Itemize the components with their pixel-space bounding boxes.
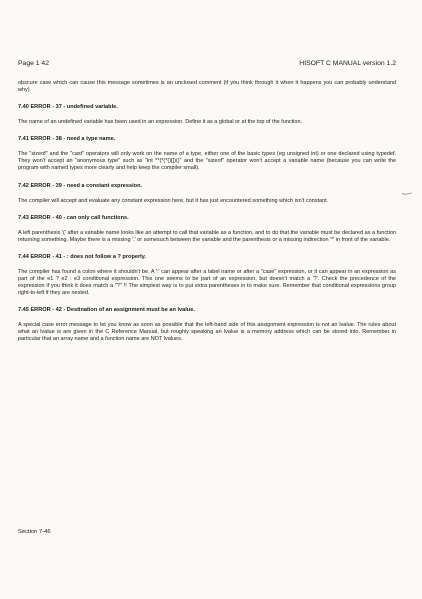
manual-page (18, 0, 396, 599)
manual-title: HISOFT C MANUAL version 1.2 (299, 60, 396, 67)
section-body: The name of an undefined variable has been used in an expression. Define it as a global or at the top of the function. (18, 119, 303, 126)
section-7-40 (18, 104, 396, 126)
page-content (18, 80, 396, 354)
page-number: Page 1 42 (18, 60, 49, 67)
section-body: The compiler has found a colon where it shouldn't be. A ':' can appear after a label name or after a "case" expression, or it can appear in an expression as part of the e1 ? e2 : e3 conditional expression. This one seems to be part of an expression, but doesn't match a '?'. Check the precedence of the expression if you think it does match a "?" !! The simplest way is to put extra parentheses in to make sure. Remember that conditional expressions group right-to-left if they are nested. (18, 268, 396, 297)
page-footer: Section 7-46 (18, 529, 51, 535)
section-heading: 7.44 ERROR - 41 - : does not follow a ? properly. (18, 253, 146, 260)
section-heading: 7.40 ERROR - 37 - undefined variable. (18, 104, 118, 111)
section-7-43 (18, 215, 396, 244)
intro-paragraph: obscure case which can cause this message sometimes is an unclosed comment (if you think through it when it happens you can probably understand why). (18, 80, 396, 94)
section-body: The compiler will accept and evaluate any constant expression here, but it has just encountered something which isn't constant. (18, 197, 329, 204)
section-body: A special case error message to let you know as soon as possible that the left-hand side of this assignment expression is not an lvalue. The rules about what an lvalue is are given in the C Reference Manual, but roughly speaking an lvalue is a memory address which can be stored into. Remember in particular that an array name and a function name are NOT lvalues. (18, 322, 396, 343)
section-heading: 7.43 ERROR - 40 - can only call functions. (18, 214, 129, 221)
section-7-41 (18, 136, 396, 172)
section-7-45 (18, 307, 396, 343)
section-body: A left parenthesis '(' after a variable name looks like an attempt to call that variable as a function, and to do that the variable must be declared as a function returning something. Maybe there is a missing '.' or somesuch between the variable and the parenthesis or a missing indirection '*' in front of the variable. (18, 229, 396, 243)
section-body: The "sizeof" and the "cast" operators will only work on the name of a type, either one of the basic types (eg unsigned int) or one declared using typedef. They won't accept an "anonymous type" such as "int **(*(*()[])()" and the "sizeof" operator won't accept a variable name (because you can write the program with named types more clearly and help keep the compiler small). (18, 151, 396, 172)
section-heading: 7.41 ERROR - 38 - need a type name. (18, 136, 116, 143)
section-heading: 7.42 ERROR - 39 - need a constant expression. (18, 182, 143, 189)
margin-mark-icon (402, 192, 412, 195)
section-7-42 (18, 183, 396, 205)
section-heading: 7.45 ERROR - 42 - Destination of an assignment must be an lvalue. (18, 307, 195, 314)
section-7-44 (18, 254, 396, 297)
